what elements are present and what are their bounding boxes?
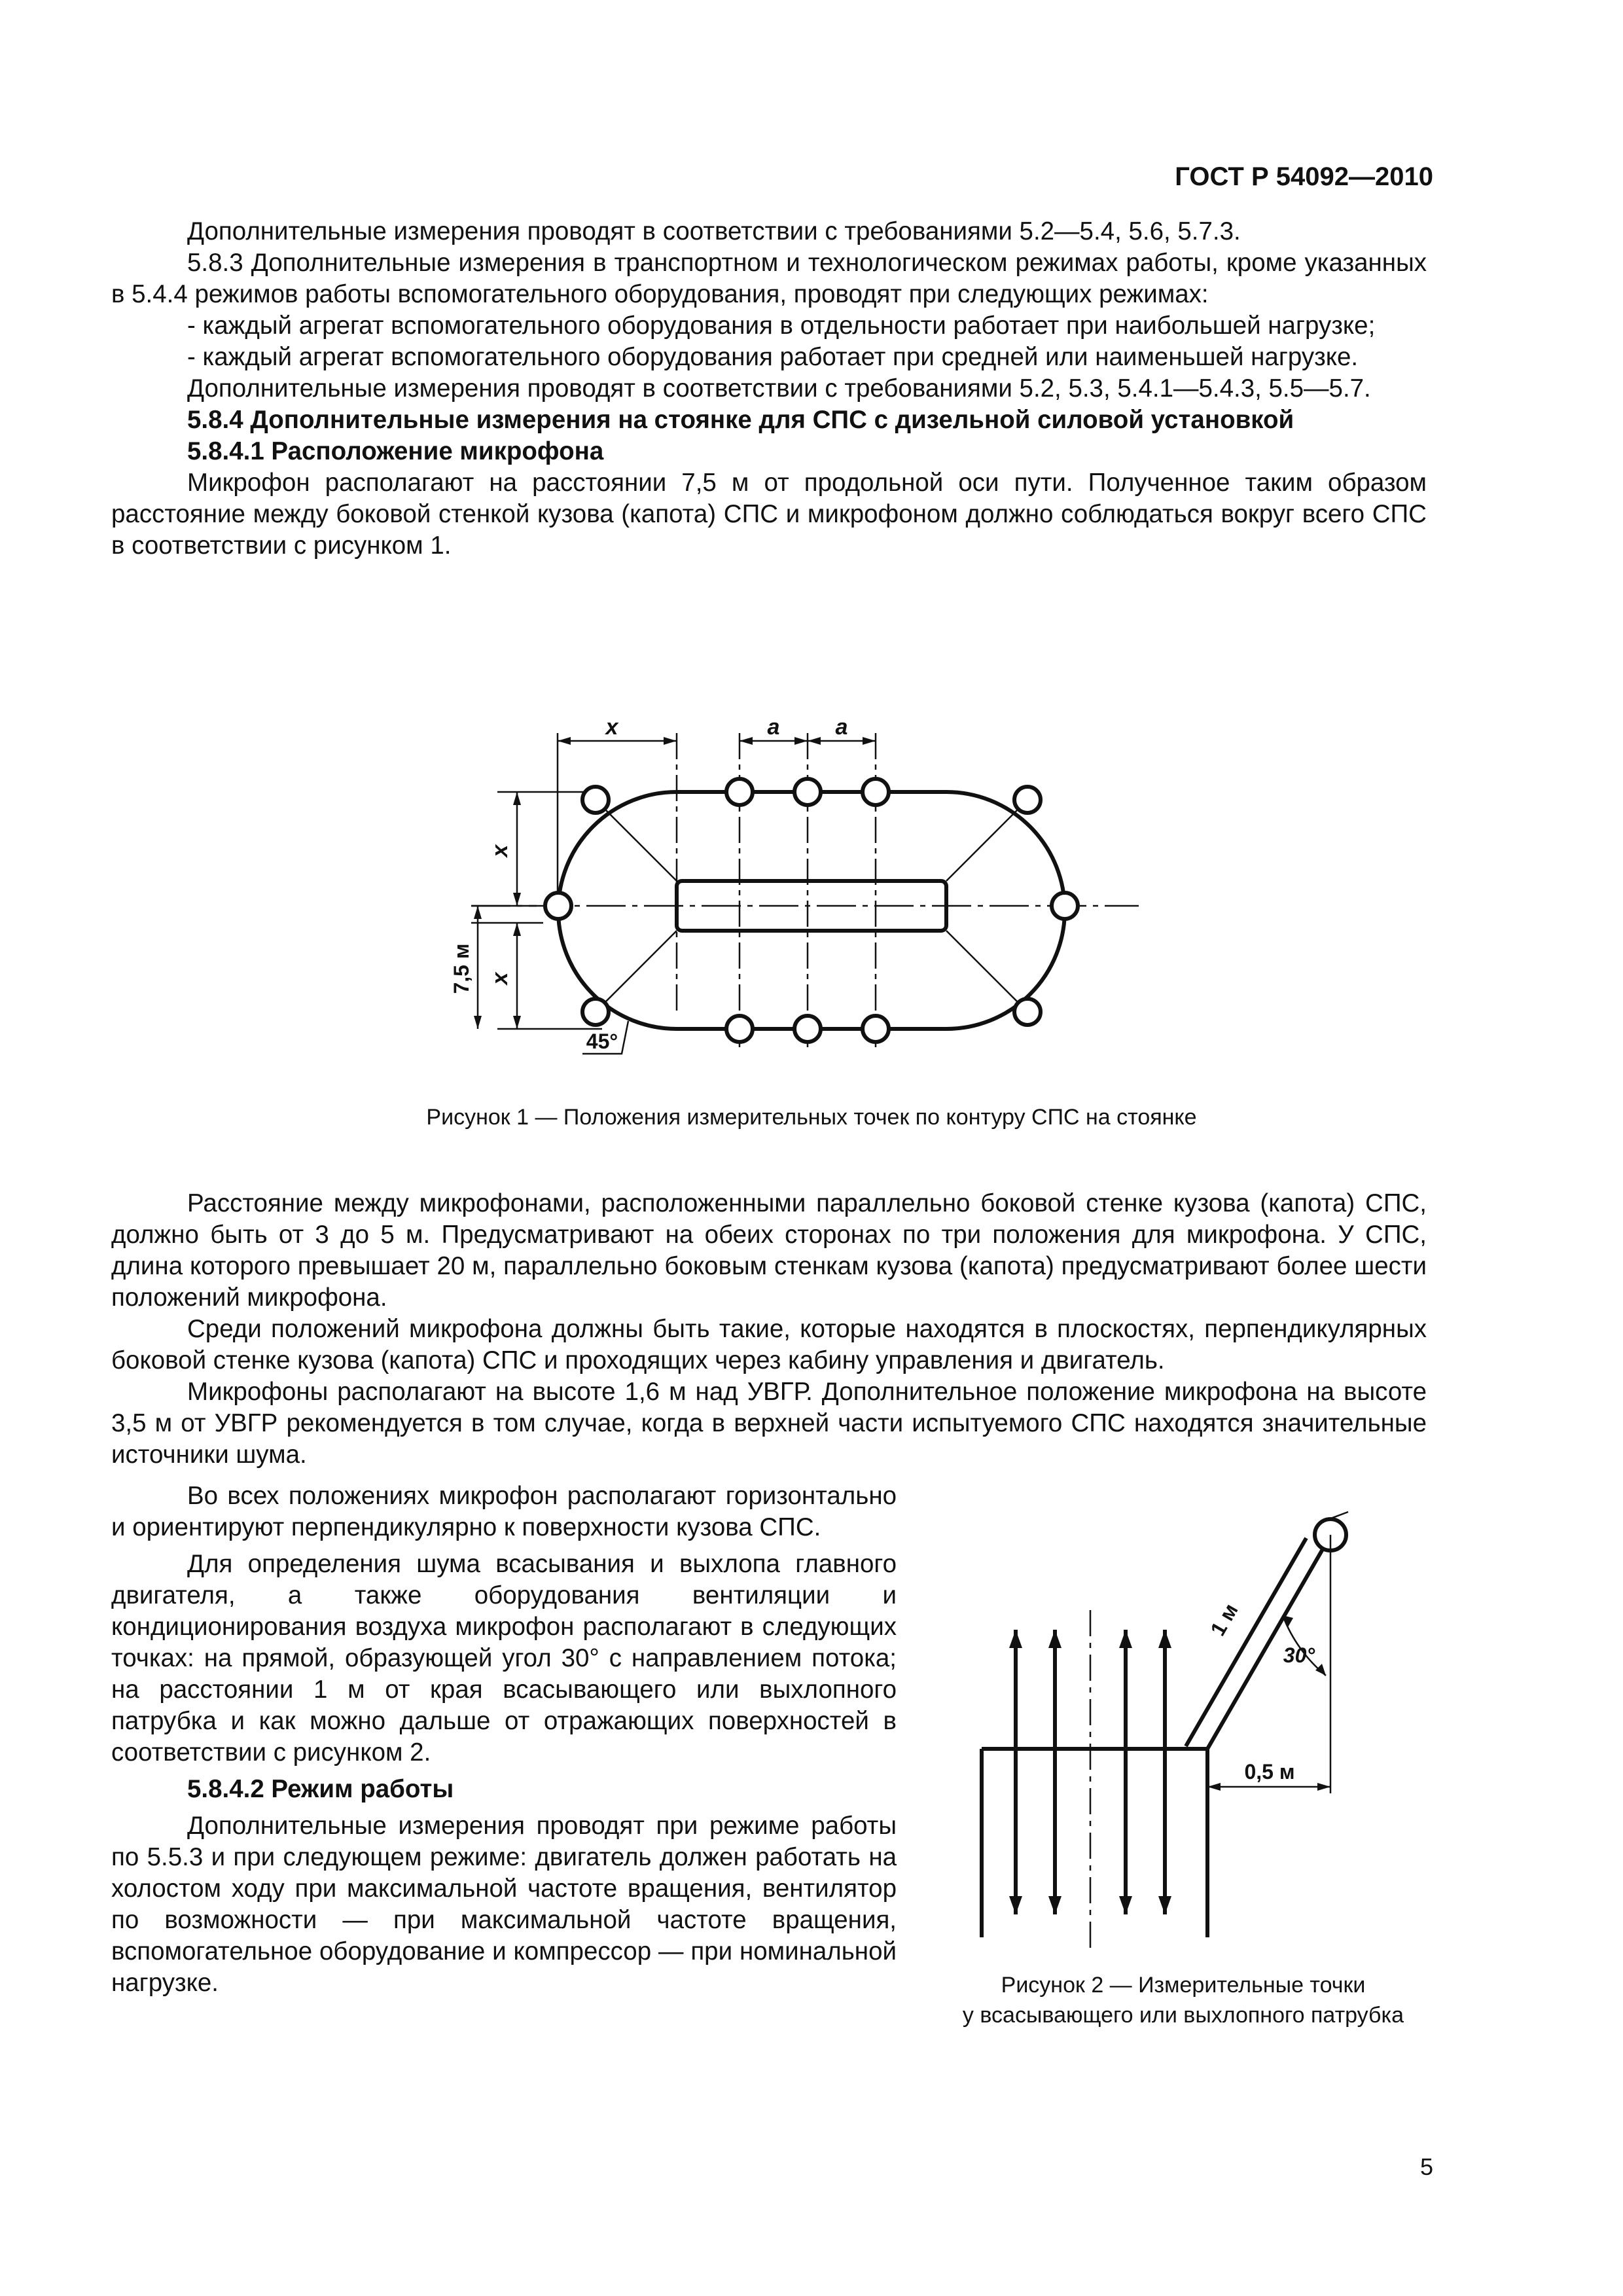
dimension-label-a: a [835,715,848,740]
page-number: 5 [1419,2153,1433,2180]
paragraph: Среди положений микрофона должны быть такие, которые находятся в плоскостях, перпендикулярных боковой стенке кузова (капота) СПС и проходящих через кабину управления и двигатель. [111,1315,1427,1374]
distance-label: 1 м [1205,1599,1243,1640]
document-code: ГОСТ Р 54092—2010 [1175,162,1433,191]
section-heading: 5.8.4 Дополнительные измерения на стоянке для СПС с дизельной силовой установкой [187,406,1294,434]
dimension-label-x: x [488,844,512,857]
dimension-label-a: a [767,715,780,740]
angle-label: 30° [1283,1643,1315,1667]
figure-2-caption [915,1970,1452,2030]
dimension-label-x: x [605,715,618,740]
angle-label: 45° [586,1030,618,1053]
figure-1-caption: Рисунок 1 — Положения измерительных точек по контуру СПС на стоянке [426,1105,1197,1130]
paragraph: Микрофоны располагают на высоте 1,6 м над УВГР. Дополнительное положение микрофона на высоте 3,5 м от УВГР рекомендуется в том случае, когда в верхней части испытуемого СПС находятся значительные источники шума. [111,1378,1427,1469]
paragraph: Для определения шума всасывания и выхлопа главного двигателя, а также оборудования вентиляции и кондиционирования воздуха микрофон располагают в следующих точках: на прямой, образующей угол 30° с направлением потока; на расстоянии 1 м от края всасывающего или выхлопного патрубка и как можно дальше от отражающих поверхностей в соответствии с рисунком 2. [111,1550,897,1767]
paragraph: Дополнительные измерения проводят в соответствии с требованиями 5.2, 5.3, 5.4.1—5.4.3, 5.5—5.7. [187,374,1371,403]
subsection-heading: 5.8.4.2 Режим работы [187,1775,454,1803]
list-item: - каждый агрегат вспомогательного оборудования в отдельности работает при наибольшей нагрузке; [187,312,1376,340]
paragraph: Дополнительные измерения проводят при режиме работы по 5.5.3 и при следующем режиме: двигатель должен работать на холостом ходу при максимальной частоте вращения, вентилятор по возможности — при максимальной частоте вращения, вспомогательное оборудование и компрессор — при номинальной нагрузке. [111,1812,897,1997]
paragraph: Во всех положениях микрофон располагают горизонтально и ориентируют перпендикулярно к поверхности кузова СПС. [111,1482,897,1541]
dimension-label-x: x [488,972,512,985]
paragraph: Микрофон располагают на расстоянии 7,5 м от продольной оси пути. Полученное таким образом расстояние между боковой стенкой кузова (капота) СПС и микрофоном должно соблюдаться вокруг всего СПС в соответствии с рисунком 1. [111,469,1427,560]
offset-label: 0,5 м [1244,1760,1295,1784]
paragraph: Расстояние между микрофонами, расположенными параллельно боковой стенке кузова (капота) СПС, должно быть от 3 до 5 м. Предусматривают на обеих сторонах по три положения для микрофона. У СПС, длина которого превышает 20 м, параллельно боковым стенкам кузова (капота) предусматривают более шести положений микрофона. [111,1189,1427,1312]
caption-line: Рисунок 2 — Измерительные точки [1001,1973,1366,1998]
paragraph: Дополнительные измерения проводят в соответствии с требованиями 5.2—5.4, 5.6, 5.7.3. [187,217,1241,245]
paragraph: 5.8.3 Дополнительные измерения в транспортном и технологическом режимах работы, кроме указанных в 5.4.4 режимов работы вспомогательного оборудования, проводят при следующих режимах: [111,249,1427,308]
distance-label: 7,5 м [450,943,473,994]
subsection-heading: 5.8.4.1 Расположение микрофона [187,437,604,465]
list-item: - каждый агрегат вспомогательного оборудования работает при средней или наименьшей нагрузке. [187,343,1359,371]
caption-line: у всасывающего или выхлопного патрубка [962,2003,1404,2028]
